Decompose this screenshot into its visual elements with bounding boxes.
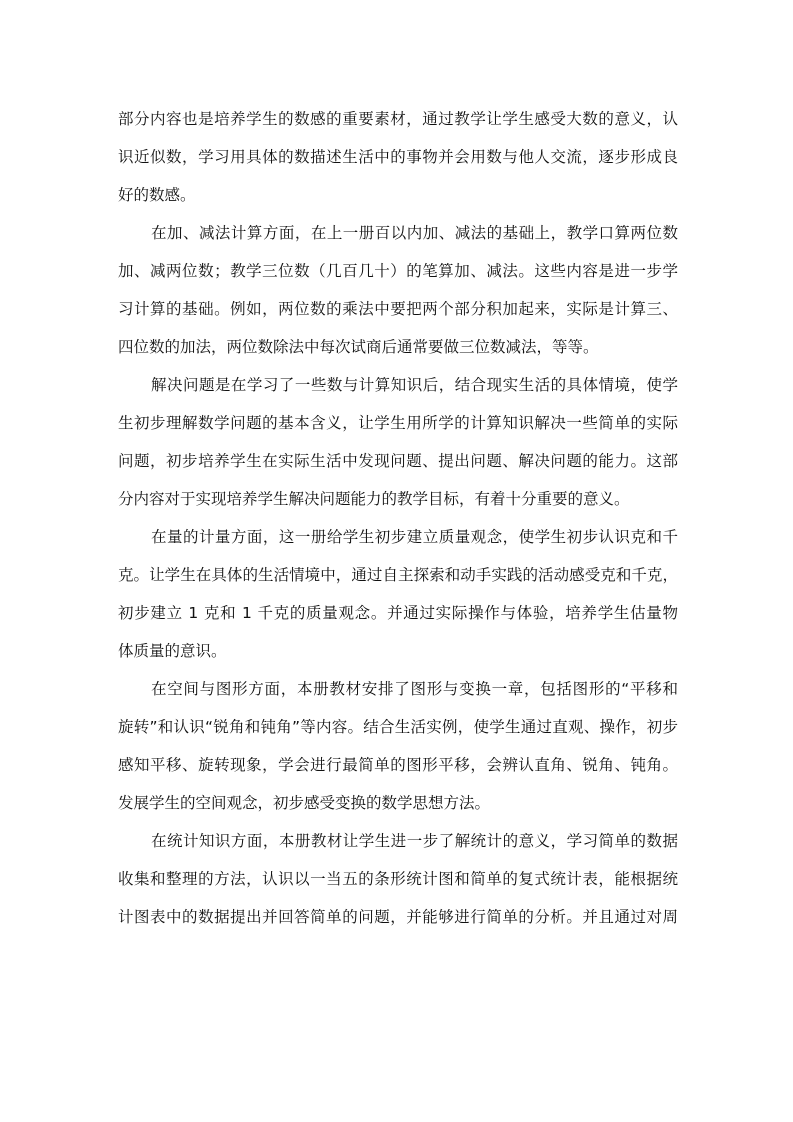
- text-line: 生初步理解数学问题的基本含义，让学生用所学的计算知识解决一些简单的实际: [118, 414, 678, 432]
- text-line: 计图表中的数据提出并回答简单的问题，并能够进行简单的分析。并且通过对周: [118, 908, 678, 926]
- text-line: 感知平移、旋转现象，学会进行最简单的图形平移，会辨认直角、锐角、钝角。: [118, 756, 678, 774]
- text-line: 初步建立 1 克和 1 千克的质量观念。并通过实际操作与体验，培养学生估量物: [118, 604, 678, 622]
- text-line: 好的数感。: [118, 186, 196, 204]
- paragraph-3: [118, 366, 678, 518]
- text-line: 四位数的加法，两位数除法中每次试商后通常要做三位数减法，等等。: [118, 338, 599, 356]
- paragraph-6: [118, 822, 678, 936]
- text-line: 部分内容也是培养学生的数感的重要素材，通过教学让学生感受大数的意义，认: [118, 110, 678, 128]
- text-line: 在加、减法计算方面，在上一册百以内加、减法的基础上，教学口算两位数: [151, 224, 678, 242]
- text-line: 体质量的意识。: [118, 642, 227, 660]
- text-line: 分内容对于实现培养学生解决问题能力的教学目标，有着十分重要的意义。: [118, 490, 630, 508]
- text-line: 克。让学生在具体的生活情境中，通过自主探索和动手实践的活动感受克和千克，: [118, 566, 678, 584]
- text-line: 收集和整理的方法，认识以一当五的条形统计图和简单的复式统计表，能根据统: [118, 870, 678, 888]
- text-line: 在统计知识方面，本册教材让学生进一步了解统计的意义，学习简单的数据: [151, 832, 678, 850]
- text-line: 解决问题是在学习了一些数与计算知识后，结合现实生活的具体情境，使学: [151, 376, 678, 394]
- paragraph-5: [118, 670, 678, 822]
- paragraph-4: [118, 518, 678, 670]
- text-line: 问题，初步培养学生在实际生活中发现问题、提出问题、解决问题的能力。这部: [118, 452, 678, 470]
- text-line: 旋转”和认识“锐角和钝角”等内容。结合生活实例，使学生通过直观、操作，初步: [118, 718, 678, 736]
- text-line: 在量的计量方面，这一册给学生初步建立质量观念，使学生初步认识克和千: [151, 528, 678, 546]
- text-line: 加、减两位数；教学三位数（几百几十）的笔算加、减法。这些内容是进一步学: [118, 262, 678, 280]
- paragraph-2: [118, 214, 678, 366]
- text-line: 识近似数，学习用具体的数描述生活中的事物并会用数与他人交流，逐步形成良: [118, 148, 678, 166]
- text-line: 在空间与图形方面，本册教材安排了图形与变换一章，包括图形的“平移和: [151, 680, 678, 698]
- paragraph-1: [118, 100, 678, 214]
- text-line: 发展学生的空间观念，初步感受变换的数学思想方法。: [118, 794, 491, 812]
- text-line: 习计算的基础。例如，两位数的乘法中要把两个部分积加起来，实际是计算三、: [118, 300, 678, 318]
- document-body: [118, 100, 678, 936]
